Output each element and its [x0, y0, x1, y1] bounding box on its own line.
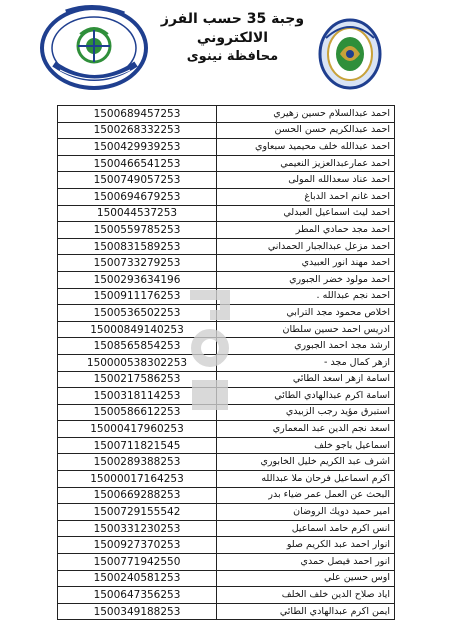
ministry-seal-logo — [318, 18, 382, 90]
id-number-cell: 1500831589253 — [58, 238, 217, 255]
id-number-cell: 1500911176253 — [58, 288, 217, 305]
id-number-cell: 1500289388253 — [58, 454, 217, 471]
table-row — [58, 570, 395, 587]
person-name-cell: احمد عبدالكريم حسن الحسن — [217, 122, 395, 139]
person-name-cell: اسعد نجم الدين عبد المعماري — [217, 421, 395, 438]
training-directorate-logo — [40, 4, 148, 92]
person-name-cell: استبرق مؤيد رجب الزبيدي — [217, 404, 395, 421]
person-name-cell: احمد نجم عبدالله . — [217, 288, 395, 305]
table-row — [58, 554, 395, 571]
person-name-cell: انور احمد فيصل حمدي — [217, 554, 395, 571]
id-number-cell: 1500559785253 — [58, 222, 217, 239]
person-name-cell: احمد عمارعبدالعزيز النعيمي — [217, 155, 395, 172]
id-number-cell: 1500729155542 — [58, 504, 217, 521]
id-number-cell: 1500466541253 — [58, 155, 217, 172]
id-number-cell: 15000849140253 — [58, 321, 217, 338]
person-name-cell: ازهر كمال مجد - — [217, 354, 395, 371]
id-number-cell: 1500927370253 — [58, 537, 217, 554]
id-number-cell: 15000417960253 — [58, 421, 217, 438]
person-name-cell: احمد غانم احمد الدباغ — [217, 188, 395, 205]
person-name-cell: اسماعيل باجو خلف — [217, 437, 395, 454]
person-name-cell: انوار احمد عبد الكريم صلو — [217, 537, 395, 554]
person-name-cell: احمد عناد سعدالله المولى — [217, 172, 395, 189]
id-number-cell: 1500669288253 — [58, 487, 217, 504]
table-row — [58, 421, 395, 438]
person-name-cell: انس اكرم حامد اسماعيل — [217, 520, 395, 537]
table-row — [58, 520, 395, 537]
table-row — [58, 487, 395, 504]
table-row — [58, 454, 395, 471]
table-row — [58, 537, 395, 554]
table-row — [58, 603, 395, 620]
table-row — [58, 188, 395, 205]
person-name-cell: احمد مجد حمادي المطر — [217, 222, 395, 239]
table-row — [58, 106, 395, 123]
person-name-cell: احمد مزعل عبدالجبار الحمداني — [217, 238, 395, 255]
id-number-cell: 15000017164253 — [58, 471, 217, 488]
person-name-cell: ايمن اكرم عبدالهادي الطائي — [217, 603, 395, 620]
person-name-cell: احمد مهند انور العبيدي — [217, 255, 395, 272]
id-number-cell: 1500429939253 — [58, 139, 217, 156]
title-line-1: وجبة 35 حسب الفرز الالكتروني — [160, 11, 305, 46]
person-name-cell: البحث عن العمل عمر ضياء بدر — [217, 487, 395, 504]
table-row — [58, 238, 395, 255]
id-number-cell: 1500586612253 — [58, 404, 217, 421]
table-row — [58, 222, 395, 239]
id-number-cell: 1500771942550 — [58, 554, 217, 571]
id-number-cell: 1500331230253 — [58, 520, 217, 537]
id-number-cell: 1500689457253 — [58, 106, 217, 123]
person-name-cell: امير حميد دويك الروضان — [217, 504, 395, 521]
id-number-cell: 1500647356253 — [58, 587, 217, 604]
person-name-cell: احمد ليث اسماعيل العبدلي — [217, 205, 395, 222]
title-line-2: محافظة نينوى — [186, 49, 279, 64]
id-number-cell: 1500217586253 — [58, 371, 217, 388]
table-row — [58, 437, 395, 454]
id-number-cell: 1508565854253 — [58, 338, 217, 355]
table-row — [58, 255, 395, 272]
person-name-cell: ادريس احمد حسين سلطان — [217, 321, 395, 338]
person-name-cell: ارشد مجد احمد الجبوري — [217, 338, 395, 355]
id-number-cell: 1500711821545 — [58, 437, 217, 454]
person-name-cell: اوس حسين علي — [217, 570, 395, 587]
person-name-cell: اسامة اكرم عبدالهادي الطائي — [217, 388, 395, 405]
id-number-cell: 1500349188253 — [58, 603, 217, 620]
person-name-cell: اسامة ازهر اسعد الطائي — [217, 371, 395, 388]
id-number-cell: 1500749057253 — [58, 172, 217, 189]
id-number-cell: 1500694679253 — [58, 188, 217, 205]
id-number-cell: 1500293634196 — [58, 271, 217, 288]
table-row — [58, 172, 395, 189]
id-number-cell: 150044537253 — [58, 205, 217, 222]
person-name-cell: اخلاص محمود مجد الترابي — [217, 305, 395, 322]
table-row — [58, 471, 395, 488]
table-row — [58, 504, 395, 521]
table-row — [58, 205, 395, 222]
person-name-cell: احمد عبدالسلام حسين زهيري — [217, 106, 395, 123]
person-name-cell: اكرم اسماعيل فرحان ملا عبدالله — [217, 471, 395, 488]
document-title — [150, 10, 315, 66]
page-header — [0, 0, 452, 100]
id-number-cell: 1500733279253 — [58, 255, 217, 272]
table-row — [58, 587, 395, 604]
id-number-cell: 1500240581253 — [58, 570, 217, 587]
table-row — [58, 139, 395, 156]
person-name-cell: اياد صلاح الدين خلف الخلف — [217, 587, 395, 604]
table-row — [58, 122, 395, 139]
person-name-cell: احمد مولود خضر الجبوري — [217, 271, 395, 288]
id-number-cell: 150000538302253 — [58, 354, 217, 371]
person-name-cell: احمد عبدالله خلف محيميد سبعاوي — [217, 139, 395, 156]
watermark-mark — [170, 280, 250, 420]
id-number-cell: 1500318114253 — [58, 388, 217, 405]
id-number-cell: 1500536502253 — [58, 305, 217, 322]
person-name-cell: اشرف عبد الكريم خليل الخابوري — [217, 454, 395, 471]
id-number-cell: 1500268332253 — [58, 122, 217, 139]
table-row — [58, 155, 395, 172]
